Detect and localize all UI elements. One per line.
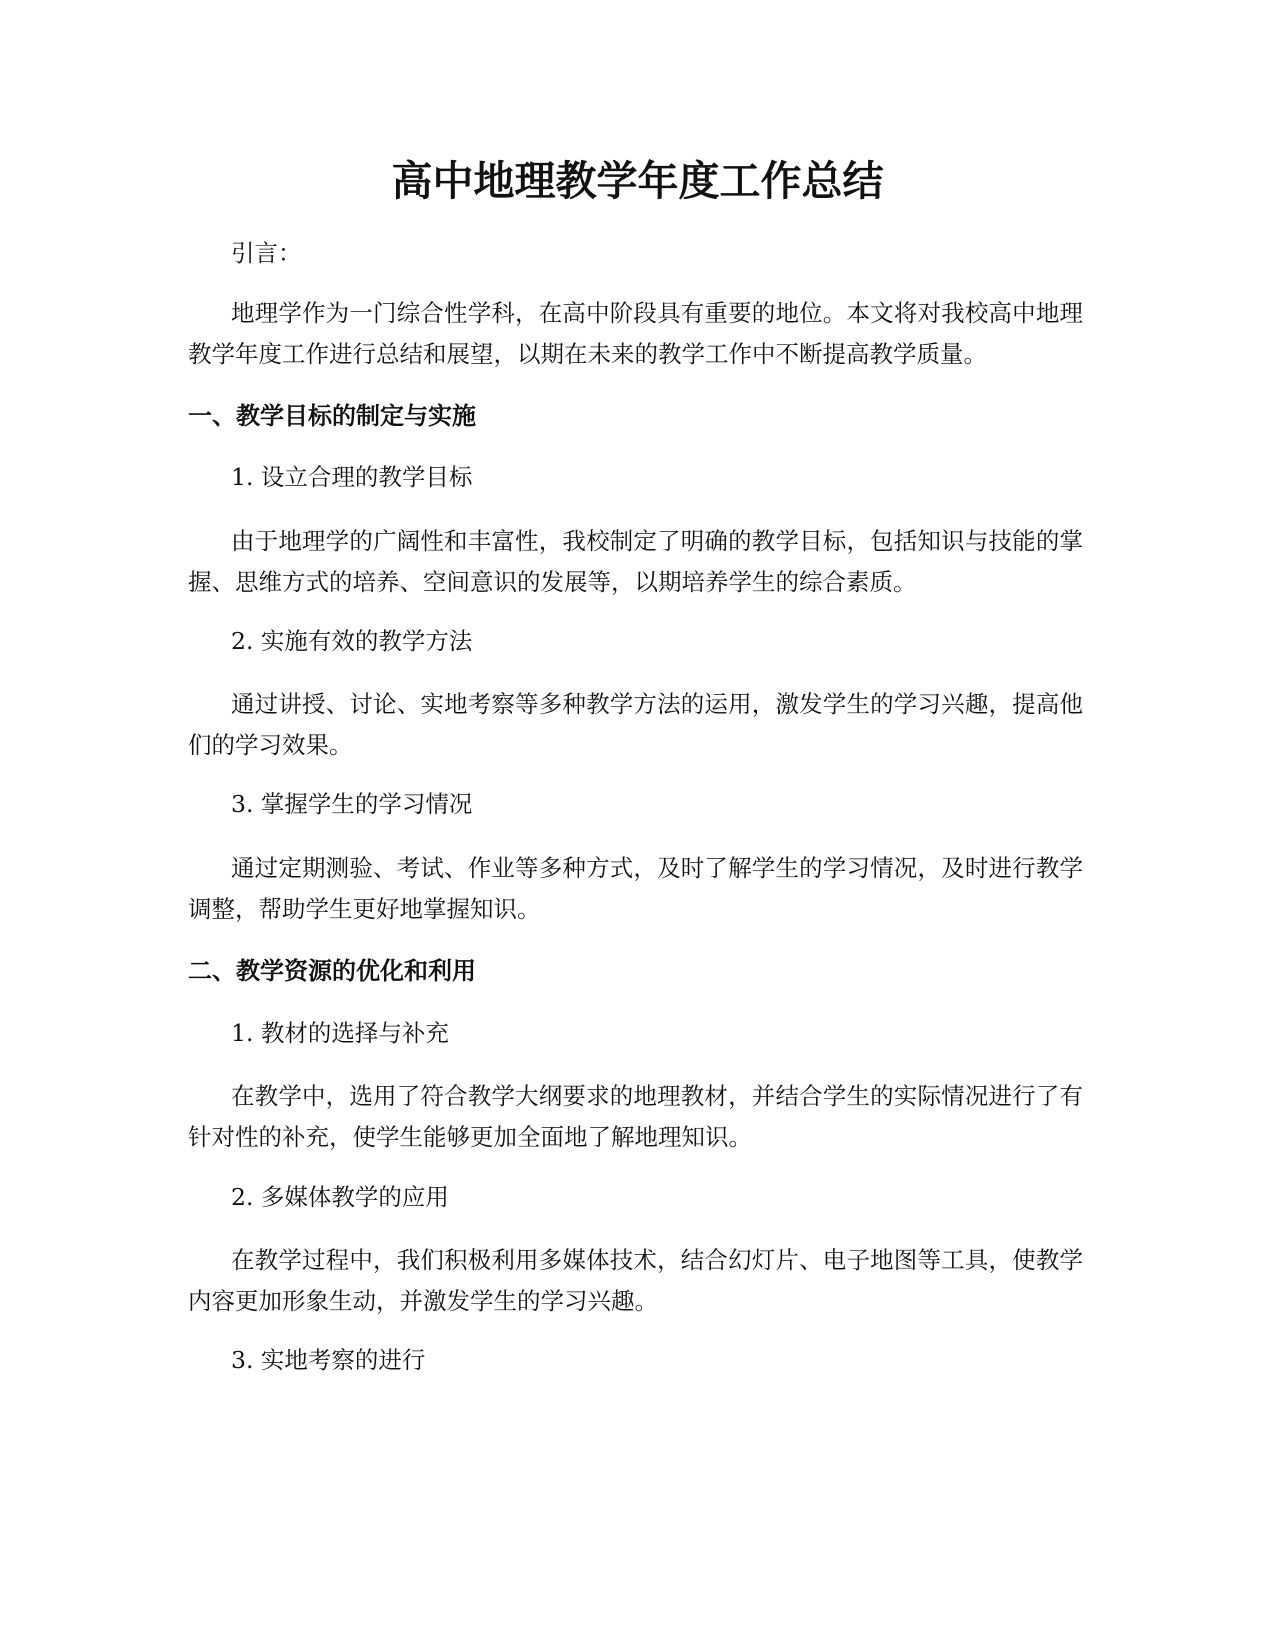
section-2-item-2-text: 在教学过程中，我们积极利用多媒体技术，结合幻灯片、电子地图等工具，使教学内容更加形象生动，并激发学生的学习兴趣。	[188, 1246, 1083, 1315]
section-2-item-2-title: 2. 多媒体教学的应用	[231, 1183, 449, 1211]
section-1-item-1-text: 由于地理学的广阔性和丰富性，我校制定了明确的教学目标，包括知识与技能的掌握、思维方式的培养、空间意识的发展等，以期培养学生的综合素质。	[188, 527, 1083, 596]
section-2-item-3-title: 3. 实地考察的进行	[231, 1346, 426, 1374]
section-1-item-2-title: 2. 实施有效的教学方法	[231, 627, 473, 655]
section-heading-1: 一、教学目标的制定与实施	[188, 402, 476, 430]
section-1-item-2-text: 通过讲授、讨论、实地考察等多种教学方法的运用，激发学生的学习兴趣，提高他们的学习效果。	[188, 690, 1083, 759]
document-title: 高中地理教学年度工作总结	[391, 157, 884, 205]
intro-paragraph: 地理学作为一门综合性学科，在高中阶段具有重要的地位。本文将对我校高中地理教学年度工作进行总结和展望，以期在未来的教学工作中不断提高教学质量。	[188, 299, 1083, 368]
section-1-item-3-text: 通过定期测验、考试、作业等多种方式，及时了解学生的学习情况，及时进行教学调整，帮助学生更好地掌握知识。	[188, 854, 1083, 923]
section-2-item-1-title: 1. 教材的选择与补充	[231, 1019, 449, 1047]
section-1-item-3-title: 3. 掌握学生的学习情况	[231, 790, 473, 818]
section-heading-2: 二、教学资源的优化和利用	[188, 957, 476, 985]
section-2-item-1-text: 在教学中，选用了符合教学大纲要求的地理教材，并结合学生的实际情况进行了有针对性的补充，使学生能够更加全面地了解地理知识。	[188, 1082, 1083, 1151]
intro-label: 引言：	[231, 239, 302, 267]
section-1-item-1-title: 1. 设立合理的教学目标	[231, 463, 473, 491]
